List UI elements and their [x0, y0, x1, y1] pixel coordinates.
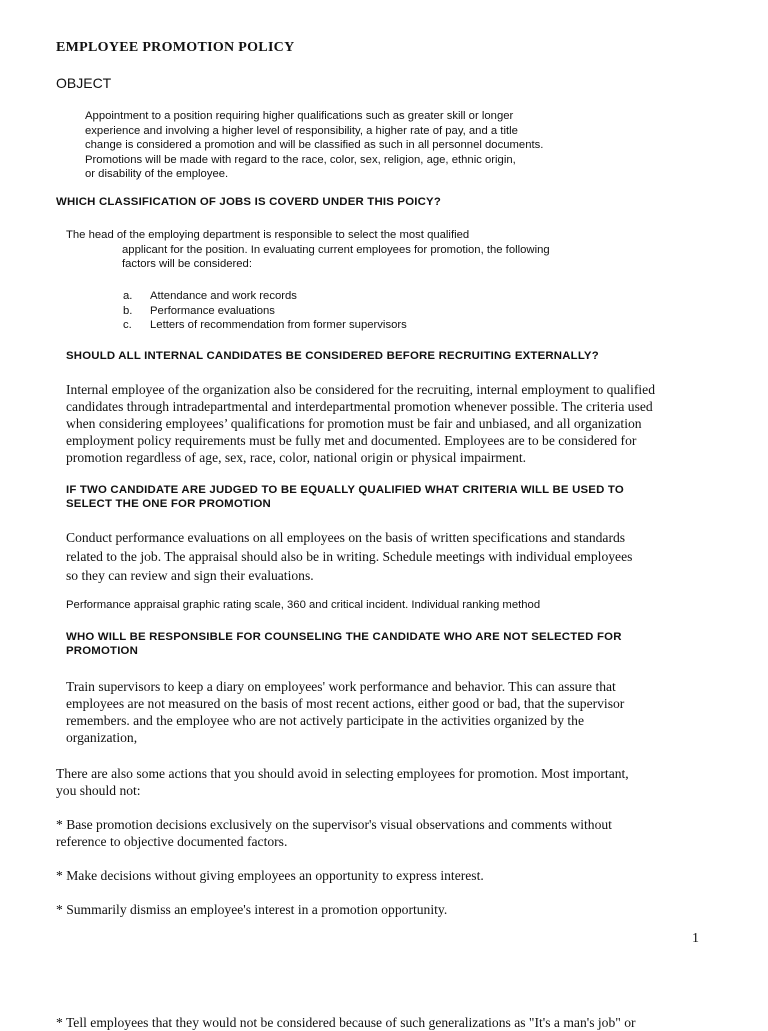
text-line: There are also some actions that you should avoid in selecting employees for promotion. Most important, [56, 766, 629, 781]
text-line: you should not: [56, 783, 141, 798]
text-line: Internal employee of the organization also be considered for the recruiting, internal employment to qualified [66, 382, 655, 397]
list-item [123, 289, 407, 304]
list-marker: c. [123, 319, 132, 332]
object-heading: OBJECT [56, 75, 112, 91]
text-line: remembers. and the employee who are not actively participate in the activities organized by the [66, 713, 585, 728]
text-line: experience and involving a higher level of responsibility, a higher rate of pay, and a title [85, 124, 518, 137]
section-heading-equal-candidates [66, 483, 624, 511]
object-paragraph [85, 109, 543, 182]
text-line: related to the job. The appraisal should also be in writing. Schedule meetings with individual employees [66, 549, 633, 564]
text-line: or disability of the employee. [85, 168, 229, 181]
text-line: Promotions will be made with regard to the race, color, sex, religion, age, ethnic origin, [85, 153, 516, 166]
list-item-text: Letters of recommendation from former supervisors [150, 319, 407, 332]
factors-list [123, 289, 407, 333]
internal-candidates-paragraph [66, 381, 655, 466]
next-page-fragment: * Tell employees that they would not be considered because of such generalizations as "It's a man's job" or [56, 1015, 636, 1030]
classification-paragraph [66, 228, 550, 272]
page-number: 1 [692, 931, 699, 946]
heading-line: IF TWO CANDIDATE ARE JUDGED TO BE EQUALLY QUALIFIED WHAT CRITERIA WILL BE USED TO [66, 484, 624, 496]
list-item-text: Attendance and work records [150, 290, 297, 302]
text-line: applicant for the position. In evaluating current employees for promotion, the following [122, 243, 550, 256]
counseling-paragraph [66, 678, 624, 746]
text-line: when considering employees’ qualifications for promotion must be fair and unbiased, and all organization [66, 416, 642, 431]
page-title: EMPLOYEE PROMOTION POLICY [56, 40, 295, 55]
list-marker: b. [123, 304, 133, 317]
list-item [123, 304, 407, 319]
heading-line: WHO WILL BE RESPONSIBLE FOR COUNSELING THE CANDIDATE WHO ARE NOT SELECTED FOR [66, 631, 622, 643]
text-line: Appointment to a position requiring higher qualifications such as greater skill or longer [85, 110, 514, 122]
avoid-bullet [56, 816, 629, 850]
text-line: change is considered a promotion and will be classified as such in all personnel documents. [85, 139, 544, 152]
heading-line: SELECT THE ONE FOR PROMOTION [66, 498, 271, 510]
section-heading-classification: WHICH CLASSIFICATION OF JOBS IS COVERD UNDER THIS POICY? [56, 196, 441, 208]
appraisal-methods-note: Performance appraisal graphic rating scale, 360 and critical incident. Individual ranking method [66, 599, 541, 611]
text-line: organization, [66, 730, 138, 745]
avoid-bullet: * Make decisions without giving employees an opportunity to express interest. [56, 868, 484, 883]
avoid-bullet: * Summarily dismiss an employee's interest in a promotion opportunity. [56, 902, 448, 917]
text-line: Conduct performance evaluations on all employees on the basis of written specifications and standards [66, 530, 626, 545]
avoid-intro [56, 765, 629, 799]
text-line: factors will be considered: [122, 258, 252, 271]
heading-line: PROMOTION [66, 645, 139, 657]
text-line: candidates through intradepartmental and interdepartmental promotion whenever possible. The criteria used [66, 399, 653, 414]
text-line: * Base promotion decisions exclusively on the supervisor's visual observations and comments without [56, 817, 612, 832]
text-line: so they can review and sign their evaluations. [66, 568, 314, 583]
avoid-actions-section [56, 765, 629, 918]
text-line: The head of the employing department is responsible to select the most qualified [66, 229, 470, 241]
text-line: employees are not measured on the basis of most recent actions, either good or bad, that the supervisor [66, 696, 625, 711]
text-line: reference to objective documented factors. [56, 834, 288, 849]
list-marker: a. [123, 290, 133, 302]
text-line: Train supervisors to keep a diary on employees' work performance and behavior. This can assure that [66, 679, 616, 694]
list-item [123, 318, 407, 333]
section-heading-counseling [66, 630, 622, 658]
equal-candidates-paragraph [66, 528, 632, 585]
text-line: promotion regardless of age, sex, race, color, national origin or physical impairment. [66, 450, 526, 465]
list-item-text: Performance evaluations [150, 304, 275, 317]
section-heading-internal-candidates: SHOULD ALL INTERNAL CANDIDATES BE CONSIDERED BEFORE RECRUITING EXTERNALLY? [66, 350, 599, 362]
text-line: employment policy requirements must be fully met and documented. Employees are to be considered for [66, 433, 637, 448]
